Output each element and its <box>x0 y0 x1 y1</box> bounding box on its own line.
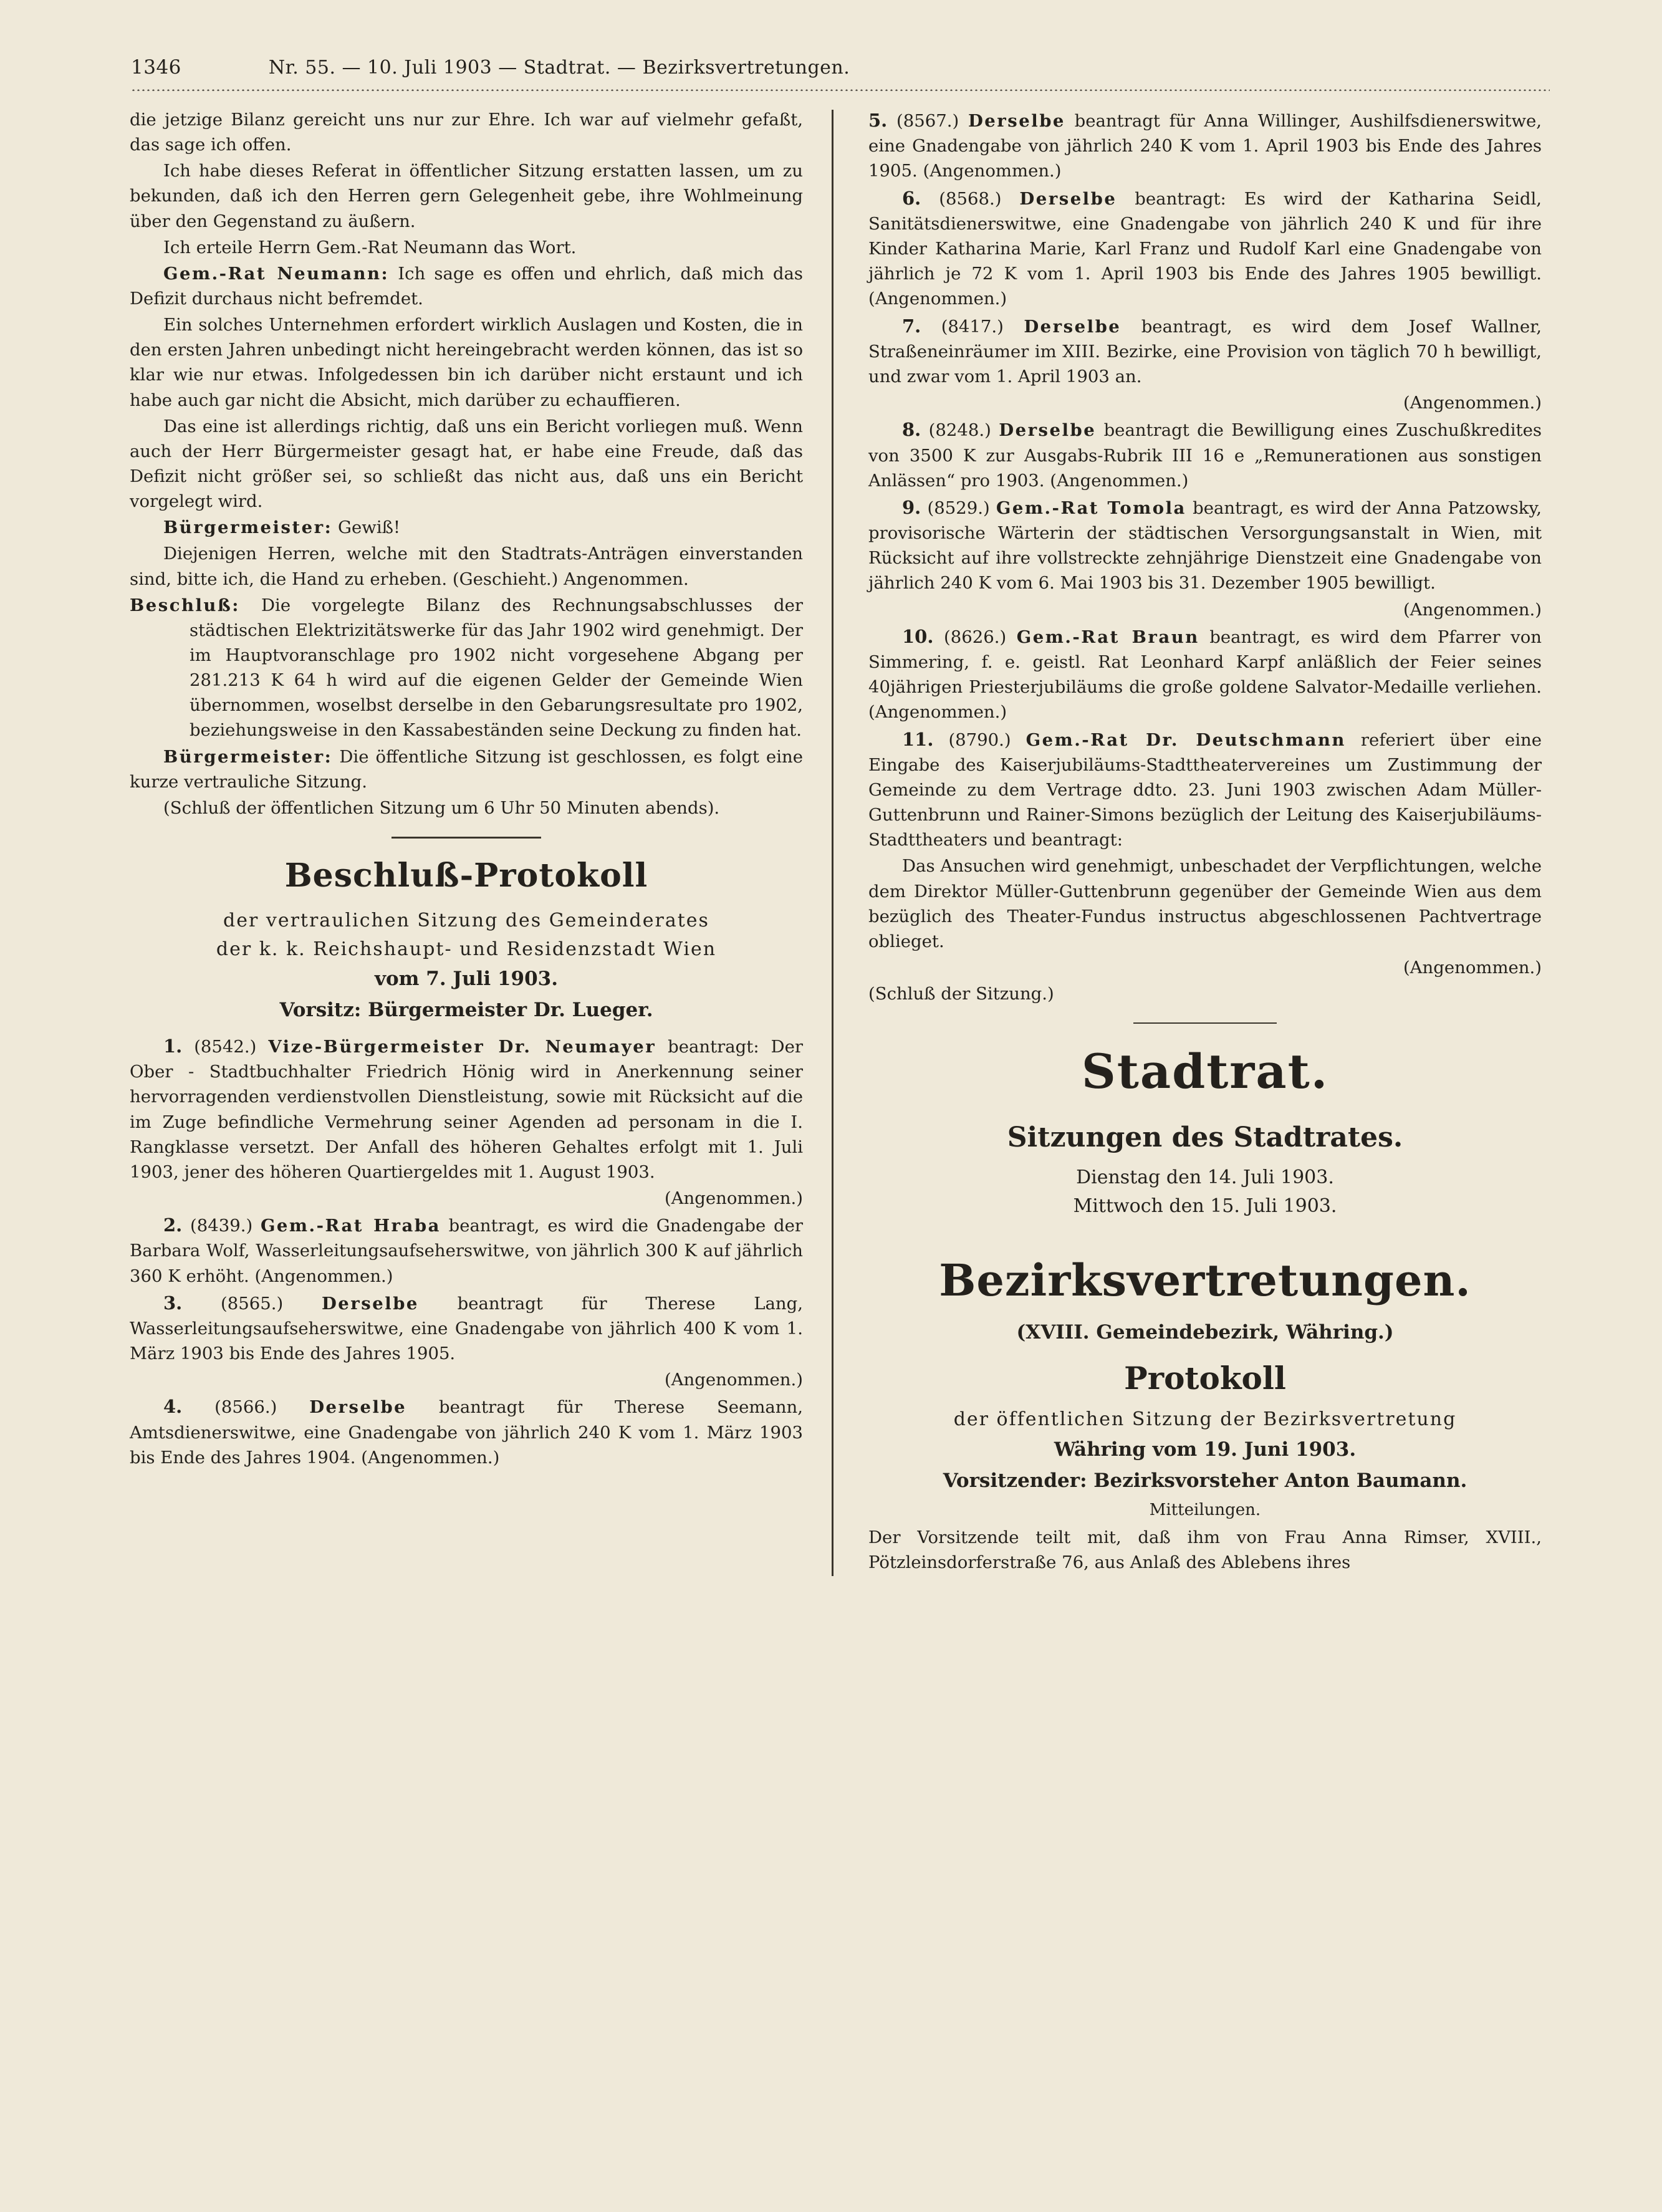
protokoll-chair: Vorsitz: Bürgermeister Dr. Lueger. <box>279 998 653 1021</box>
bezirk-body-start: Der Vorsitzende teilt mit, daß ihm von Frau Anna Rimser, XVIII., Pötzleinsdorferstraße 76, aus Anlaß des Ablebens ihres <box>868 1527 1542 1572</box>
item-result: (Angenommen.) <box>664 1370 803 1390</box>
beschluss-label: Beschluß: <box>130 595 240 615</box>
running-head <box>75 56 1587 79</box>
agenda-item <box>868 494 1542 596</box>
running-title: Nr. 55. — 10. Juli 1903 — Stadtrat. — Bezirksvertretungen. <box>268 57 850 79</box>
item-ref: (8568.) <box>939 188 1002 209</box>
stadtrat-heading: Stadtrat. <box>1081 1044 1329 1100</box>
paragraph-vote: Diejenigen Herren, welche mit den Stadtrats-Anträgen einverstanden sind, bitte ich, die Hand zu erheben. (Geschieht.) Angenommen. <box>130 544 803 589</box>
item-result: (Angenommen.) <box>1403 393 1542 413</box>
item-number: 1. <box>163 1035 183 1057</box>
item-speaker: Derselbe <box>309 1397 407 1418</box>
section-divider <box>1133 1022 1277 1024</box>
item-speaker: Derselbe <box>321 1293 419 1314</box>
bezirk-protokoll-line-2: Währing vom 19. Juni 1903. <box>1054 1438 1357 1461</box>
page-content <box>75 56 1587 2168</box>
item-speaker: Derselbe <box>999 420 1097 441</box>
item-text: beantragt: Es wird der Katharina Seidl, Sanitätsdienerswitwe, eine Gnadengabe von jährlich 240 K und für ihre Kinder Katharina Marie, Karl Franz und Rudolf Karl eine Gnadengabe von jährlich je 72 K vom 1. April 1903 bis Ende des Jahres 1905 bewilligt. (Angenommen.) <box>868 188 1542 309</box>
item-ref: (8529.) <box>927 498 990 518</box>
item-number: 4. <box>163 1396 183 1418</box>
item-ref: (8567.) <box>896 111 959 131</box>
agenda-item <box>130 1290 803 1367</box>
speech-text: Gewiß! <box>332 517 401 538</box>
item-speaker: Derselbe <box>1024 316 1122 337</box>
item-speaker: Gem.-Rat Hraba <box>260 1216 441 1236</box>
item-number: 6. <box>902 187 921 209</box>
protokoll-line-1: der vertraulichen Sitzung des Gemeinderates <box>223 909 709 931</box>
paragraph: Das eine ist allerdings richtig, daß uns ein Bericht vorliegen muß. Wenn auch der Herr Bürgermeister gesagt hat, er habe eine Freude, daß das Defizit nicht größer sei, so schließt das nicht aus, daß uns ein Bericht vorgelegt wird. <box>130 416 803 512</box>
bezirk-protokoll-title: Protokoll <box>1124 1360 1286 1397</box>
closing-note: (Schluß der öffentlichen Sitzung um 6 Uhr 50 Minuten abends). <box>163 797 720 818</box>
item-ref: (8439.) <box>190 1216 253 1236</box>
item-number: 10. <box>902 625 934 647</box>
columns-container <box>75 107 1587 1576</box>
bezirk-section-heading: Mitteilungen. <box>1149 1500 1261 1519</box>
item-speaker: Derselbe <box>1019 188 1117 209</box>
agenda-item <box>868 416 1542 493</box>
item-ref: (8566.) <box>214 1397 277 1418</box>
speaker-label: Bürgermeister: <box>163 746 333 767</box>
agenda-item <box>868 107 1542 184</box>
bezirk-chair: Vorsitzender: Bezirksvorsteher Anton Baumann. <box>943 1469 1467 1492</box>
speaker-label: Gem.-Rat Neumann: <box>163 263 390 284</box>
item-ref: (8248.) <box>928 420 991 441</box>
protokoll-line-2: der k. k. Reichshaupt- und Residenzstadt Wien <box>216 938 717 960</box>
bezirksvertretungen-heading: Bezirksvertretungen. <box>939 1254 1471 1307</box>
item-text: beantragt für Anna Willinger, Aushilfsdienerswitwe, eine Gnadengabe von jährlich 240 K vom 1. April 1903 bis Ende des Jahres 1905. (Angenommen.) <box>868 111 1542 181</box>
session-close: (Schluß der Sitzung.) <box>868 984 1054 1004</box>
left-column <box>130 107 832 1576</box>
item-ref: (8542.) <box>194 1036 257 1057</box>
bezirk-district: (XVIII. Gemeindebezirk, Währing.) <box>1016 1321 1394 1344</box>
item-ref: (8417.) <box>941 316 1004 337</box>
right-column <box>833 107 1542 1576</box>
agenda-item <box>868 313 1542 390</box>
item-text: beantragt für Therese Seemann, Amtsdienerswitwe, eine Gnadengabe von jährlich 240 K vom 1. März 1903 bis Ende des Jahres 1904. (Angenommen.) <box>130 1397 803 1468</box>
section-divider <box>391 837 541 839</box>
speaker-label: Bürgermeister: <box>163 517 333 538</box>
item-number: 2. <box>163 1214 183 1236</box>
header-rule <box>131 87 1550 91</box>
item-text: beantragt für Therese Lang, Wasserleitungsaufseherswitwe, eine Gnadengabe von jährlich 400 K vom 1. März 1903 bis Ende des Jahres 1905. <box>130 1293 803 1364</box>
item-result: (Angenommen.) <box>664 1188 803 1208</box>
item-text: referiert über eine Eingabe des Kaiserjubiläums-Stadttheatervereines um Zustimmung der Gemeinde zu dem Vertrage ddto. 23. Juni 1903 zwischen Adam Müller-Guttenbrunn und Rainer-Simons bezüglich der Leitung des Kaiserjubiläums-Stadttheaters und beantragt: <box>868 729 1542 850</box>
folio-number: 1346 <box>131 56 181 79</box>
item-number: 5. <box>868 110 888 131</box>
item-text: beantragt, es wird die Gnadengabe der Barbara Wolf, Wasserleitungsaufseherswitwe, von jährlich 300 K auf jährlich 360 K erhöht. (Angenommen.) <box>130 1216 803 1286</box>
item-result: (Angenommen.) <box>1403 599 1542 620</box>
agenda-item <box>868 185 1542 312</box>
item-speaker: Derselbe <box>968 111 1065 131</box>
item-ref: (8565.) <box>221 1293 284 1314</box>
agenda-item <box>130 1033 803 1185</box>
item-text: beantragt, es wird der Anna Patzowsky, provisorische Wärterin der städtischen Versorgungsanstalt in Wien, mit Rücksicht auf ihre vollstreckte zehnjährige Dienstzeit eine Gnadengabe von jährlich 240 K vom 6. Mai 1903 bis 31. Dezember 1905 bewilligt. <box>868 498 1542 594</box>
stadtrat-date-2: Mittwoch den 15. Juli 1903. <box>1073 1195 1337 1218</box>
item-number: 11. <box>902 728 934 750</box>
item-text: beantragt, es wird dem Pfarrer von Simmering, f. e. geistl. Rat Leonhard Karpf anläßlich der Feier seines 40jährigen Priesterjubiläums die große goldene Salvator-Medaille verliehen. (Angenommen.) <box>868 627 1542 723</box>
speech-text: Ich sage es offen und ehrlich, daß mich das Defizit durchaus nicht befremdet. <box>130 263 803 309</box>
item-speaker: Gem.-Rat Dr. Deutschmann <box>1026 729 1346 750</box>
speech-text: Die öffentliche Sitzung ist geschlossen, es folgt eine kurze vertrauliche Sitzung. <box>130 746 803 792</box>
stadtrat-date-1: Dienstag den 14. Juli 1903. <box>1076 1166 1334 1189</box>
item-number: 7. <box>902 315 921 337</box>
item-speaker: Gem.-Rat Braun <box>1016 627 1199 647</box>
item-text: beantragt: Der Ober - Stadtbuchhalter Friedrich Hönig wird in Anerkennung seiner hervorragenden verdienstvollen Dienstleistung, sowie mit Rücksicht auf die im Zuge befindliche Vermehrung seiner Agenden ad personam in die I. Rangklasse versetzt. Der Anfall des höheren Gehaltes erfolgt mit 1. Juli 1903, jener des höheren Quartiergeldes mit 1. August 1903. <box>130 1036 803 1182</box>
speech-neumann <box>130 261 803 311</box>
paragraph: Ich habe dieses Referat in öffentlicher Sitzung erstatten lassen, um zu bekunden, daß ich den Herren gern Gelegenheit gebe, ihre Wohlmeinung über den Gegenstand zu äußern. <box>130 161 803 231</box>
beschluss-block <box>130 593 803 743</box>
agenda-item <box>130 1212 803 1289</box>
protokoll-date: vom 7. Juli 1903. <box>374 968 559 991</box>
paragraph: die jetzige Bilanz gereicht uns nur zur Ehre. Ich war auf vielmehr gefaßt, das sage ich offen. <box>130 110 803 155</box>
protokoll-title: Beschluß-Protokoll <box>284 856 648 895</box>
item-ref: (8626.) <box>944 627 1007 647</box>
item-continuation: Das Ansuchen wird genehmigt, unbeschadet der Verpflichtungen, welche dem Direktor Müller-Guttenbrunn gegenüber der Gemeinde Wien aus dem bezüglich des Theater-Fundus instructus abgeschlossenen Pachtvertrage oblieget. <box>868 856 1542 951</box>
stadtrat-subheading: Sitzungen des Stadtrates. <box>1007 1122 1403 1154</box>
item-speaker: Gem.-Rat Tomola <box>996 498 1186 518</box>
beschluss-text: Die vorgelegte Bilanz des Rechnungsabschlusses der städtischen Elektrizitätswerke für das Jahr 1902 wird genehmigt. Der im Hauptvoranschlage pro 1902 nicht vorgesehene Abgang per 281.213 K 64 h wird auf die eigenen Gelder der Gemeinde Wien übernommen, woselbst derselbe in den Gebarungsresultate pro 1902, beziehungsweise in den Kassabeständen seine Deckung zu finden hat. <box>190 595 803 741</box>
item-text: beantragt, es wird dem Josef Wallner, Straßeneinräumer im XIII. Bezirke, eine Provision von täglich 70 h bewilligt, und zwar vom 1. April 1903 an. <box>868 316 1542 387</box>
speech-buergermeister-1 <box>130 515 803 540</box>
agenda-item <box>868 726 1542 853</box>
item-speaker: Vize-Bürgermeister Dr. Neumayer <box>268 1036 656 1057</box>
agenda-item <box>868 623 1542 725</box>
item-text: beantragt die Bewilligung eines Zuschußkredites von 3500 K zur Ausgabs-Rubrik III 16 e „Remunerationen aus sonstigen Anlässen“ pro 1903. (Angenommen.) <box>868 420 1542 491</box>
item-number: 9. <box>902 496 921 518</box>
item-number: 3. <box>163 1292 183 1314</box>
paragraph: Ein solches Unternehmen erfordert wirklich Auslagen und Kosten, die in den ersten Jahren unbedingt nicht hereingebracht werden können, das ist so klar wie nur etwas. Infolgedessen bin ich darüber nicht erstaunt und ich habe auch gar nicht die Absicht, mich darüber zu echauffieren. <box>130 315 803 410</box>
item-number: 8. <box>902 419 921 441</box>
agenda-item <box>130 1393 803 1470</box>
paragraph: Ich erteile Herrn Gem.-Rat Neumann das Wort. <box>163 237 577 257</box>
item-result: (Angenommen.) <box>1403 957 1542 978</box>
speech-buergermeister-2 <box>130 744 803 794</box>
item-ref: (8790.) <box>948 729 1011 750</box>
bezirk-protokoll-line-1: der öffentlichen Sitzung der Bezirksvertretung <box>953 1408 1457 1431</box>
